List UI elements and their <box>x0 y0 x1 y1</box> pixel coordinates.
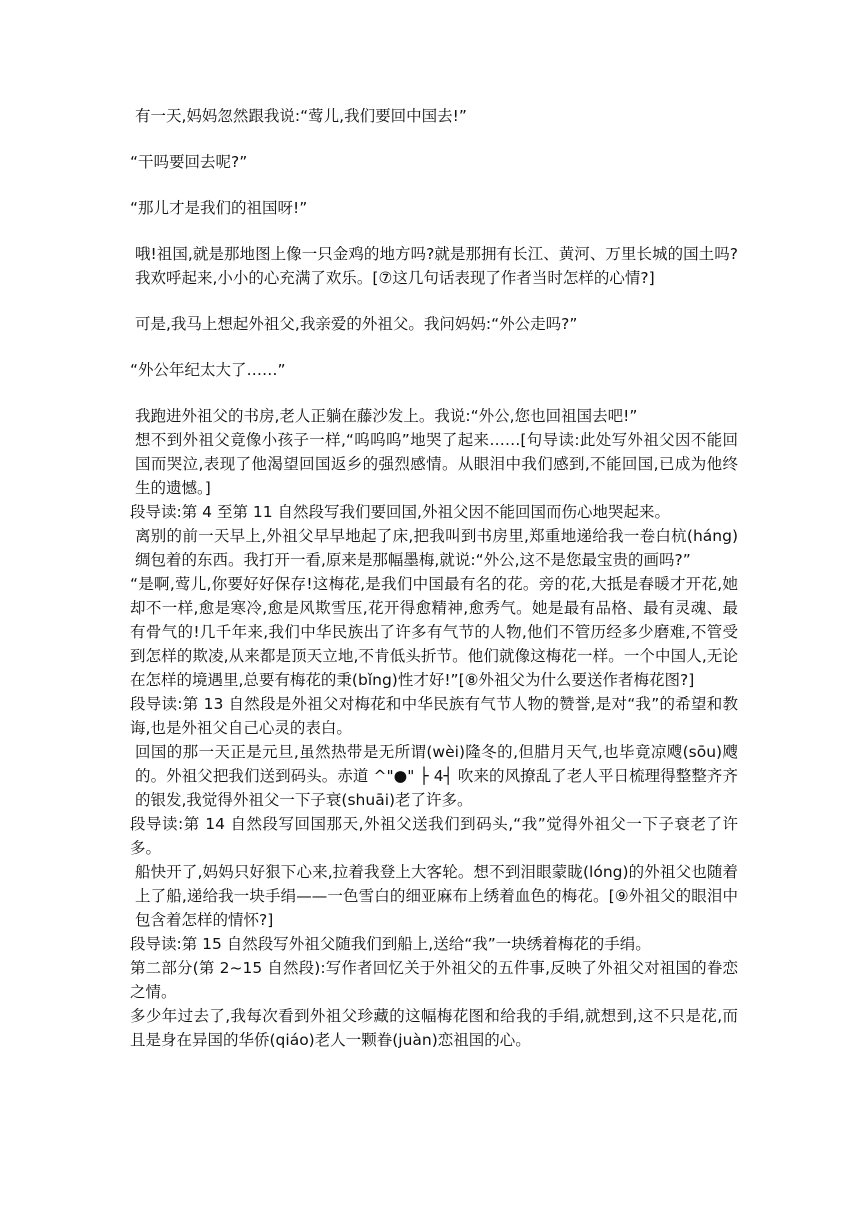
paragraph-handkerchief: 船快开了,妈妈只好狠下心来,拉着我登上大客轮。想不到泪眼蒙眬(lóng)的外祖父也随着上了船,递给我一块手绢——一色雪白的细亚麻布上绣着血色的梅花。[⑨外祖父的眼泪中包含着怎样的情怀?] <box>135 863 738 929</box>
paragraph-too-old: “外公年纪太大了……” <box>130 361 286 379</box>
paragraph-guide-14: 段导读:第 14 自然段写回国那天,外祖父送我们到码头,“我”觉得外祖父一下子衰老了许多。 <box>130 815 738 857</box>
paragraph-crying: 想不到外祖父竟像小孩子一样,“呜呜呜”地哭了起来……[句导读:此处写外祖父因不能回国而哭泣,表现了他渴望回国返乡的强烈感情。从眼泪中我们感到,不能回国,已成为他终生的遗憾。] <box>135 431 738 497</box>
paragraph-guide-4-11: 段导读:第 4 至第 11 自然段写我们要回国,外祖父因不能回国而伤心地哭起来。 <box>130 503 670 521</box>
paragraph-joy: 哦!祖国,就是那地图上像一只金鸡的地方吗?就是那拥有长江、黄河、万里长城的国土吗?我欢呼起来,小小的心充满了欢乐。[⑦这几句话表现了作者当时怎样的心情?] <box>135 245 738 287</box>
paragraph-guide-13: 段导读:第 13 自然段是外祖父对梅花和中华民族有气节人物的赞誉,是对“我”的希望和教诲,也是外祖父自己心灵的表白。 <box>130 695 738 737</box>
paragraph-scroll-gift: 离别的前一天早上,外祖父早早地起了床,把我叫到书房里,郑重地递给我一卷白杭(háng)绸包着的东西。我打开一看,原来是那幅墨梅,就说:“外公,这不是您最宝贵的画吗?” <box>135 527 738 569</box>
paragraph-why-return: “干吗要回去呢?” <box>130 153 248 171</box>
paragraph-part-two-summary: 第二部分(第 2~15 自然段):写作者回忆关于外祖父的五件事,反映了外祖父对祖国的眷恋之情。 <box>130 959 738 1001</box>
paragraph-plum-blossom-speech: “是啊,莺儿,你要好好保存!这梅花,是我们中国最有名的花。旁的花,大抵是春暖才开花,她却不一样,愈是寒冷,愈是风欺雪压,花开得愈精神,愈秀气。她是最有品格、最有灵魂、最有骨气的!几千年来,我们中华民族出了许多有气节的人物,他们不管历经多少磨难,不管受到怎样的欺凌,从来都是顶天立地,不肯低头折节。他们就像这梅花一样。一个中国人,无论在怎样的境遇里,总要有梅花的秉(bǐng)性才好!”[⑧外祖父为什么要送作者梅花图?] <box>130 575 738 689</box>
paragraph-study-room: 我跑进外祖父的书房,老人正躺在藤沙发上。我说:“外公,您也回祖国去吧!” <box>135 407 638 425</box>
paragraph-mother-says: 有一天,妈妈忽然跟我说:“莺儿,我们要回中国去!” <box>135 107 467 125</box>
paragraph-conclusion: 多少年过去了,我每次看到外祖父珍藏的这幅梅花图和给我的手绢,就想到,这不只是花,而且是身在异国的华侨(qiáo)老人一颗眷(juàn)恋祖国的心。 <box>130 1007 738 1049</box>
paragraph-dock: 回国的那一天正是元旦,虽然热带是无所谓(wèi)隆冬的,但腊月天气,也毕竟凉飕(sōu)飕的。外祖父把我们送到码头。赤道 ^"●" ├ 4┤ 吹来的风撩乱了老人平日梳理得整整齐齐的银发,我觉得外祖父一下子衰(shuāi)老了许多。 <box>135 743 738 809</box>
document-page <box>130 104 738 1052</box>
paragraph-guide-15: 段导读:第 15 自然段写外祖父随我们到船上,送给“我”一块绣着梅花的手绢。 <box>130 935 651 953</box>
paragraph-grandfather-question: 可是,我马上想起外祖父,我亲爱的外祖父。我问妈妈:“外公走吗?” <box>135 315 578 333</box>
paragraph-motherland: “那儿才是我们的祖国呀!” <box>130 199 308 217</box>
